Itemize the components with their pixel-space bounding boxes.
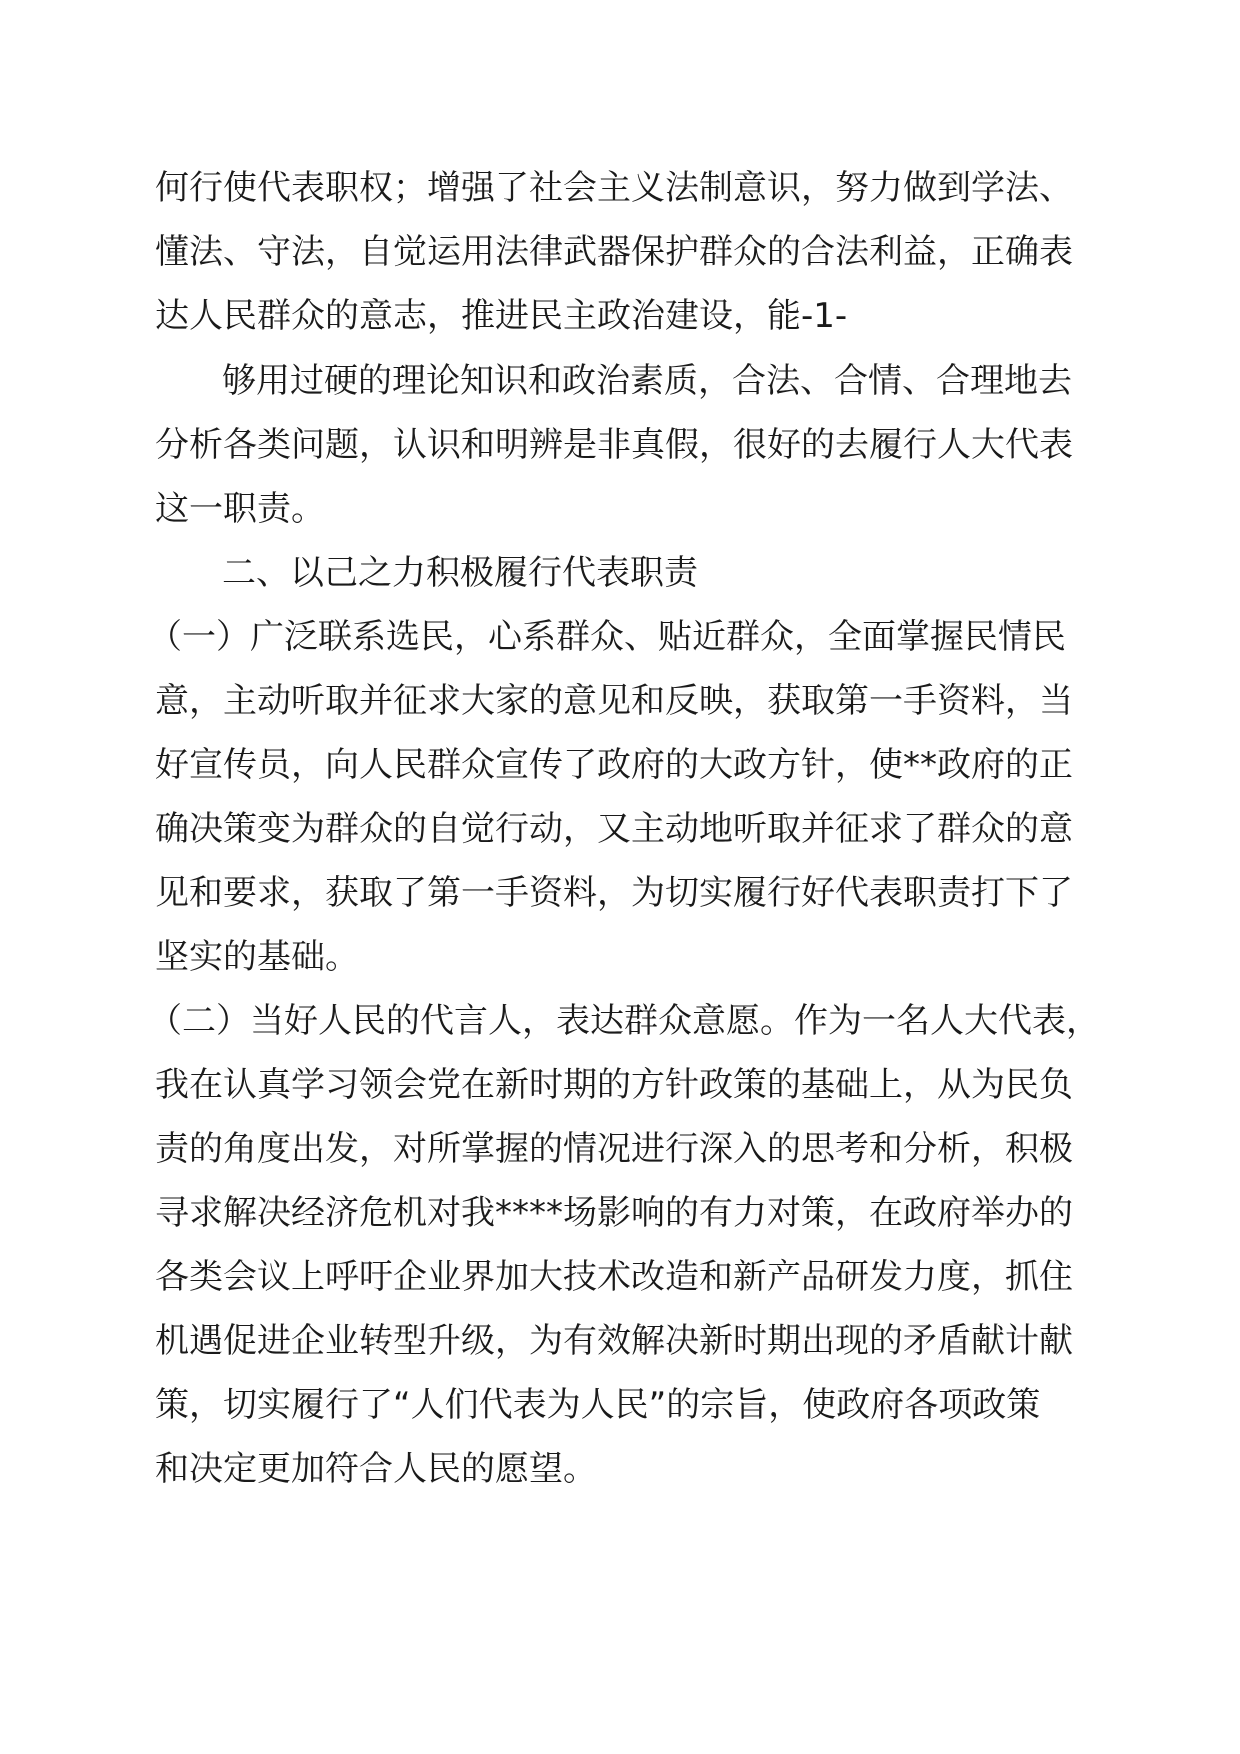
text-line: 见和要求，获取了第一手资料，为切实履行好代表职责打下了 <box>155 873 1073 913</box>
text-line: 分析各类问题，认识和明辨是非真假，很好的去履行人大代表 <box>155 425 1073 465</box>
text-line: 机遇促进企业转型升级，为有效解决新时期出现的矛盾献计献 <box>155 1321 1073 1361</box>
paragraph-first-line: （二）当好人民的代言人，表达群众意愿。作为一名人大代表， <box>148 1001 1100 1041</box>
text-line: 责的角度出发，对所掌握的情况进行深入的思考和分析，积极 <box>155 1129 1073 1169</box>
text-line: 坚实的基础。 <box>155 937 359 977</box>
paragraph-first-line: （一）广泛联系选民，心系群众、贴近群众，全面掌握民情民 <box>148 617 1066 657</box>
text-line: 何行使代表职权；增强了社会主义法制意识，努力做到学法、 <box>155 168 1073 208</box>
text-line: 和决定更加符合人民的愿望。 <box>155 1449 597 1489</box>
section-heading: 二、以己之力积极履行代表职责 <box>222 553 698 593</box>
text-line: 好宣传员，向人民群众宣传了政府的大政方针，使**政府的正 <box>155 745 1073 785</box>
text-line: 各类会议上呼吁企业界加大技术改造和新产品研发力度，抓住 <box>155 1257 1073 1297</box>
text-line: 我在认真学习领会党在新时期的方针政策的基础上，从为民负 <box>155 1065 1073 1105</box>
text-line: 这一职责。 <box>155 489 325 529</box>
paragraph-first-line: 够用过硬的理论知识和政治素质，合法、合情、合理地去 <box>222 361 1072 401</box>
text-line: 确决策变为群众的自觉行动，又主动地听取并征求了群众的意 <box>155 809 1073 849</box>
text-line: 意，主动听取并征求大家的意见和反映，获取第一手资料，当 <box>155 681 1073 721</box>
text-line: 寻求解决经济危机对我****场影响的有力对策，在政府举办的 <box>155 1193 1073 1233</box>
text-line: 策，切实履行了“人们代表为人民”的宗旨，使政府各项政策 <box>155 1385 1041 1425</box>
text-line: 达人民群众的意志，推进民主政治建设，能-1- <box>155 296 848 336</box>
text-line: 懂法、守法，自觉运用法律武器保护群众的合法利益，正确表 <box>155 232 1073 272</box>
